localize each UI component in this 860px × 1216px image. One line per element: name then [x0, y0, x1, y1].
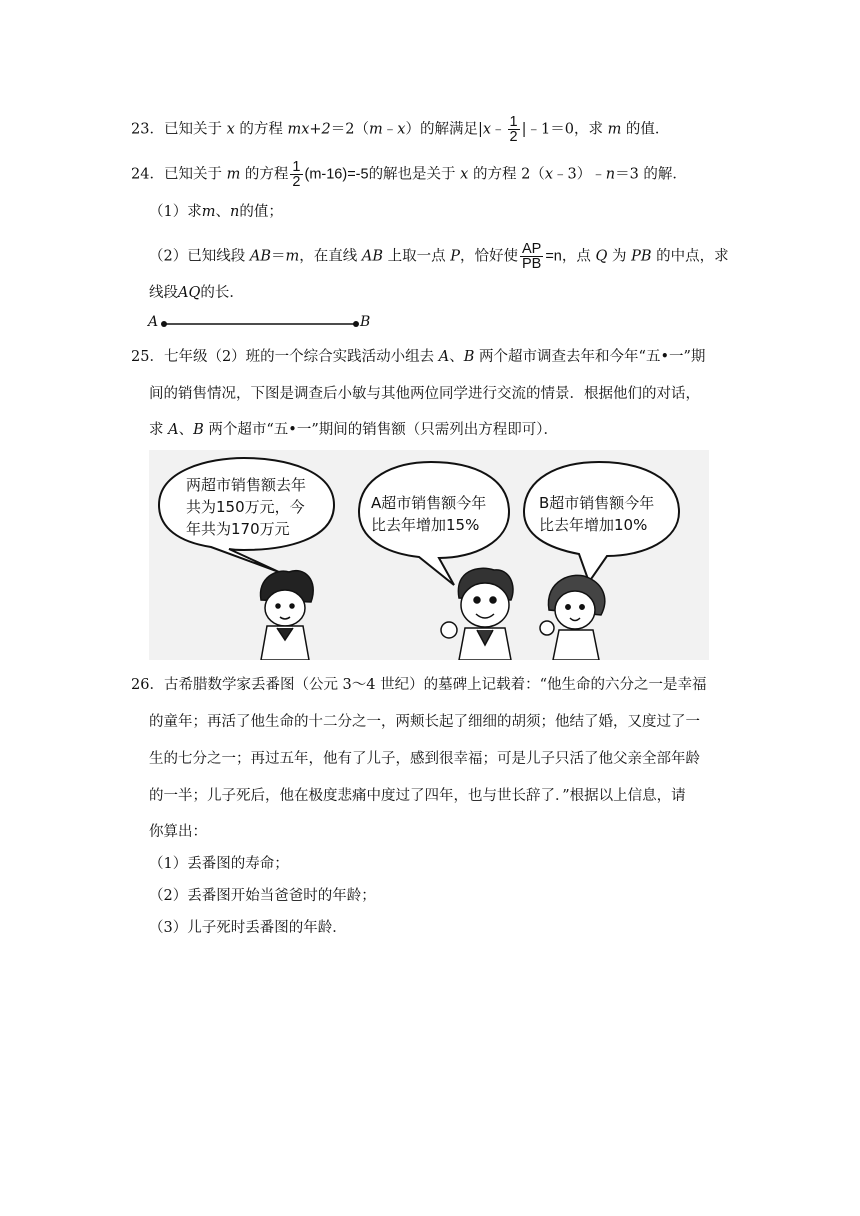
bubble-3-line-2: 比去年增加10% [539, 516, 648, 534]
question-26-part-2: （2）丢番图开始当爸爸时的年龄； [149, 888, 376, 904]
question-number: 24． [131, 166, 164, 183]
dialogue-illustration [149, 450, 709, 660]
segment-ab-figure [148, 314, 378, 334]
bubble-1-line-1: 两超市销售额去年 [186, 476, 307, 494]
question-26-line-1: 26．古希腊数学家丢番图（公元 3～4 世纪）的墓碑上记载着：“他生命的六分之一是幸福 [131, 677, 707, 693]
question-24-part-1: （1）求m、n的值； [149, 204, 283, 220]
bubble-3-line-1: B超市销售额今年 [539, 494, 655, 512]
question-26-line-4: 的一半；儿子死后，他在极度悲痛中度过了四年，也与世长辞了．”根据以上信息，请 [149, 788, 686, 804]
question-25-line-3: 求 A、B 两个超市“五•一”期间的销售额（只需列出方程即可）． [149, 422, 558, 438]
fraction: $\frac{AP}{PB}$ [521, 241, 542, 272]
question-26-line-3: 生的七分之一；再过五年，他有了儿子，感到很幸福；可是儿子只活了他父亲全部年龄 [149, 751, 700, 767]
question-26-part-3: （3）儿子死时丢番图的年龄． [149, 920, 347, 936]
bubble-2-line-2: 比去年增加15% [371, 516, 480, 534]
fraction: $\frac{1}{2}$ [292, 159, 301, 190]
bubble-2-line-1: A超市销售额今年 [371, 494, 487, 512]
fraction: $\frac{1}{2}$ [509, 114, 518, 145]
question-26-line-2: 的童年；再活了他生命的十二分之一，两颊长起了细细的胡须；他结了婚，又度过了一 [149, 714, 700, 730]
bubble-1-line-2: 共为150万元，今 [186, 498, 305, 516]
point-b-label: B [360, 314, 371, 330]
question-26-part-1: （1）丢番图的寿命； [149, 856, 289, 872]
question-25-line-2: 间的销售情况，下图是调查后小敏与其他两位同学进行交流的情景．根据他们的对话， [149, 386, 700, 402]
question-24: 24．已知关于 m 的方程 $\frac{1}{2}$ (m-16)=-5的解也是关于 x 的方程 2（x﹣3）﹣n＝3 的解． [131, 159, 687, 190]
question-number: 26． [131, 677, 164, 693]
segment-ab [148, 314, 378, 334]
question-24-part-2: （2）已知线段 AB＝m，在直线 AB 上取一点 P，恰好使 $\frac{AP}{PB}$ =n，点 Q 为 PB 的中点，求 [149, 241, 729, 272]
question-number: 25． [131, 349, 164, 365]
point-a-label: A [148, 314, 159, 330]
question-25-line-1: 25．七年级（2）班的一个综合实践活动小组去 A、B 两个超市调查去年和今年“五•一”期 [131, 349, 706, 365]
question-24-part-2-continued: 线段AQ的长． [149, 285, 244, 301]
question-23: 23．已知关于 x 的方程 mx+2＝2（m﹣x）的解满足|x﹣ $\frac{1}{2}$ |﹣1＝0，求 m 的值． [131, 114, 670, 145]
question-26-line-5: 你算出： [149, 824, 207, 840]
bubble-1-line-3: 年共为170万元 [186, 520, 290, 538]
question-number: 23． [131, 121, 164, 138]
